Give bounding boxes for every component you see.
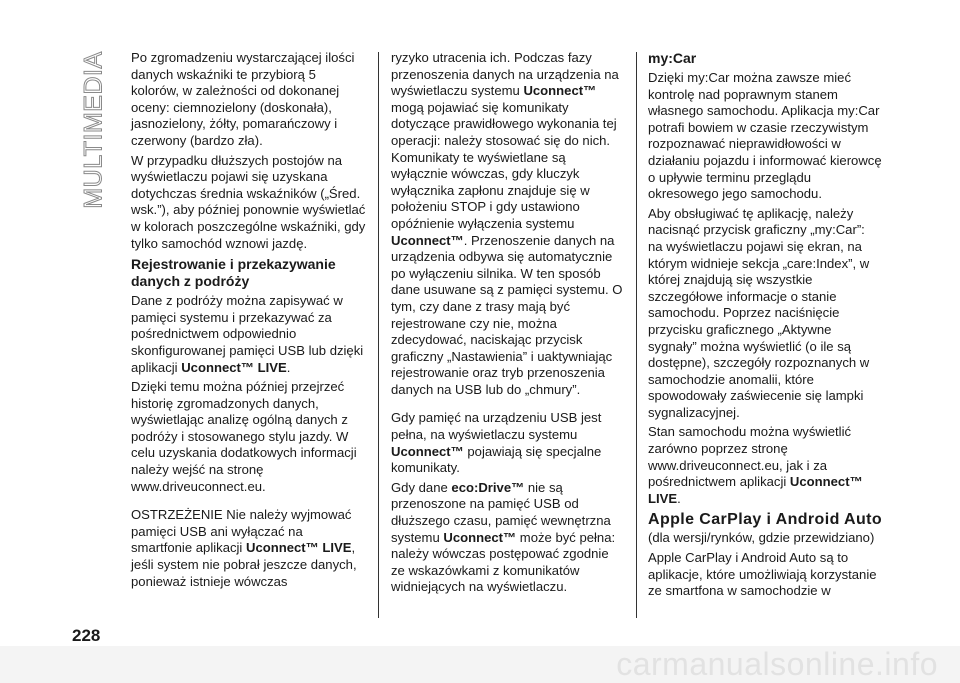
watermark: carmanualsonline.info bbox=[616, 646, 938, 682]
section-heading: my:Car bbox=[648, 50, 697, 66]
paragraph: (dla wersji/rynków, gdzie przewidziano) bbox=[648, 530, 875, 546]
paragraph: Stan samochodu można wyświetlić zarówno poprzez stronę www.driveuconnect.eu, jak i za pośrednictwem aplikacji Uconnect™ LIVE. bbox=[648, 424, 863, 506]
paragraph: W przypadku dłuższych postojów na wyświetlaczu pojawi się uzyskana dotychczas średnia wskaźników („Śred. wsk.”), aby później ponownie wyświetlać w kolorach poszczególne wskaźniki, gdy tylko samochód wznowi jazdę. bbox=[131, 152, 366, 251]
column-3 bbox=[648, 50, 883, 603]
paragraph: Gdy dane eco:Drive™ nie są przenoszone na pamięć USB od dłuższego czasu, pamięć wewnętrzna systemu Uconnect™ może być pełna: należy wówczas postępować zgodnie ze wskazówkami z komunikatów widniejących na wyświetlaczu. bbox=[391, 479, 616, 595]
warning-paragraph: OSTRZEŻENIE Nie należy wyjmować pamięci USB ani wyłączać na smartfonie aplikacji Uconnect™ LIVE, jeśli system nie pobrał jeszcze danych, ponieważ istnieje wówczas bbox=[131, 507, 357, 589]
section-heading-large: Apple CarPlay i Android Auto bbox=[648, 511, 883, 529]
section-heading: Rejestrowanie i przekazywanie danych z podróży bbox=[131, 256, 336, 290]
paragraph: ryzyko utracenia ich. Podczas fazy przenoszenia danych na urządzenia na wyświetlaczu systemu Uconnect™ mogą pojawiać się komunikaty dotyczące prawidłowego wykonania tej operacji: należy stosować się do nich. Komunikaty te wyświetlane są wyłącznie wówczas, gdy kluczyk wyłącznika zapłonu znajduje się w położeniu STOP i gdy ustawiono opóźnienie wyłączenia systemu Uconnect™. Przenoszenie danych na urządzenia odbywa się automatycznie po wyłączeniu silnika. W ten sposób dane usuwane są z pamięci systemu. O tym, czy dane z trasy mają być rejestrowane czy nie, można zdecydować, naciskając przycisk graficzny „Nastawienia” i uaktywniając rejestrowanie oraz tryb przenoszenia danych na USB lub do „chmury”. bbox=[391, 50, 623, 397]
column-1 bbox=[131, 50, 366, 593]
paragraph: Dane z podróży można zapisywać w pamięci systemu i przekazywać za pośrednictwem odpowiednio skonfigurowanej pamięci USB lub dzięki aplikacji Uconnect™ LIVE. bbox=[131, 293, 364, 375]
bold-term: Uconnect™ bbox=[443, 529, 517, 545]
bold-term: Uconnect™ LIVE bbox=[181, 359, 287, 375]
paragraph: Aby obsługiwać tę aplikację, należy nacisnąć przycisk graficzny „my:Car”: na wyświetlaczu pojawi się ekran, na którym widnieje sekcja „care:Index”, w której znajdują się wszystkie szczegółowe informacje o stanie samochodu. Poprzez naciśnięcie przycisku graficznego „Aktywne sygnały” można wyświetlić (o ile są dostępne), szczegóły rozpoznanych w samochodzie anomalii, które spowodowały zaświecenie się lampki sygnalizacyjnej. bbox=[648, 205, 870, 420]
bold-term: Uconnect™ LIVE bbox=[245, 540, 352, 556]
paragraph: Dzięki temu można później przejrzeć historię zgromadzonych danych, wyświetlając analizę ogólną danych z podróży i stosowanego stylu jazdy. W celu uzyskania dodatkowych informacji należy wejść na stronę www.driveuconnect.eu. bbox=[131, 379, 357, 494]
bold-term: Uconnect™ bbox=[391, 232, 464, 248]
paragraph: Apple CarPlay i Android Auto są to aplikacje, które umożliwiają korzystanie ze smartfona w samochodzie w bbox=[648, 550, 877, 599]
bold-term: Uconnect™ LIVE bbox=[648, 474, 863, 506]
paragraph: Dzięki my:Car można zawsze mieć kontrolę nad poprawnym stanem własnego samochodu. Aplikacja my:Car potrafi bowiem w czasie rzeczywistym rozpoznawać nieprawidłowości w działaniu pojazdu i informować kierowcę o upływie terminu przeglądu okresowego jego samochodu. bbox=[648, 70, 882, 202]
paragraph: Gdy pamięć na urządzeniu USB jest pełna, na wyświetlaczu systemu Uconnect™ pojawiają się specjalne komunikaty. bbox=[391, 410, 602, 476]
paragraph: Po zgromadzeniu wystarczającej ilości danych wskaźniki te przybiorą 5 kolorów, w zależności od dokonanej oceny: ciemnozielony (doskonała), jasnozielony, żółty, pomarańczowy i czerwony (bardzo zła). bbox=[131, 50, 355, 148]
page-number: 228 bbox=[72, 626, 101, 645]
column-divider-1 bbox=[378, 52, 379, 618]
bold-term: Uconnect™ bbox=[391, 443, 464, 459]
column-divider-2 bbox=[636, 52, 637, 618]
bold-term: eco:Drive™ bbox=[451, 479, 525, 495]
column-2 bbox=[391, 50, 626, 599]
section-label-text: MULTIMEDIA bbox=[79, 51, 108, 209]
section-label bbox=[79, 51, 108, 209]
bold-term: Uconnect™ bbox=[523, 83, 597, 99]
